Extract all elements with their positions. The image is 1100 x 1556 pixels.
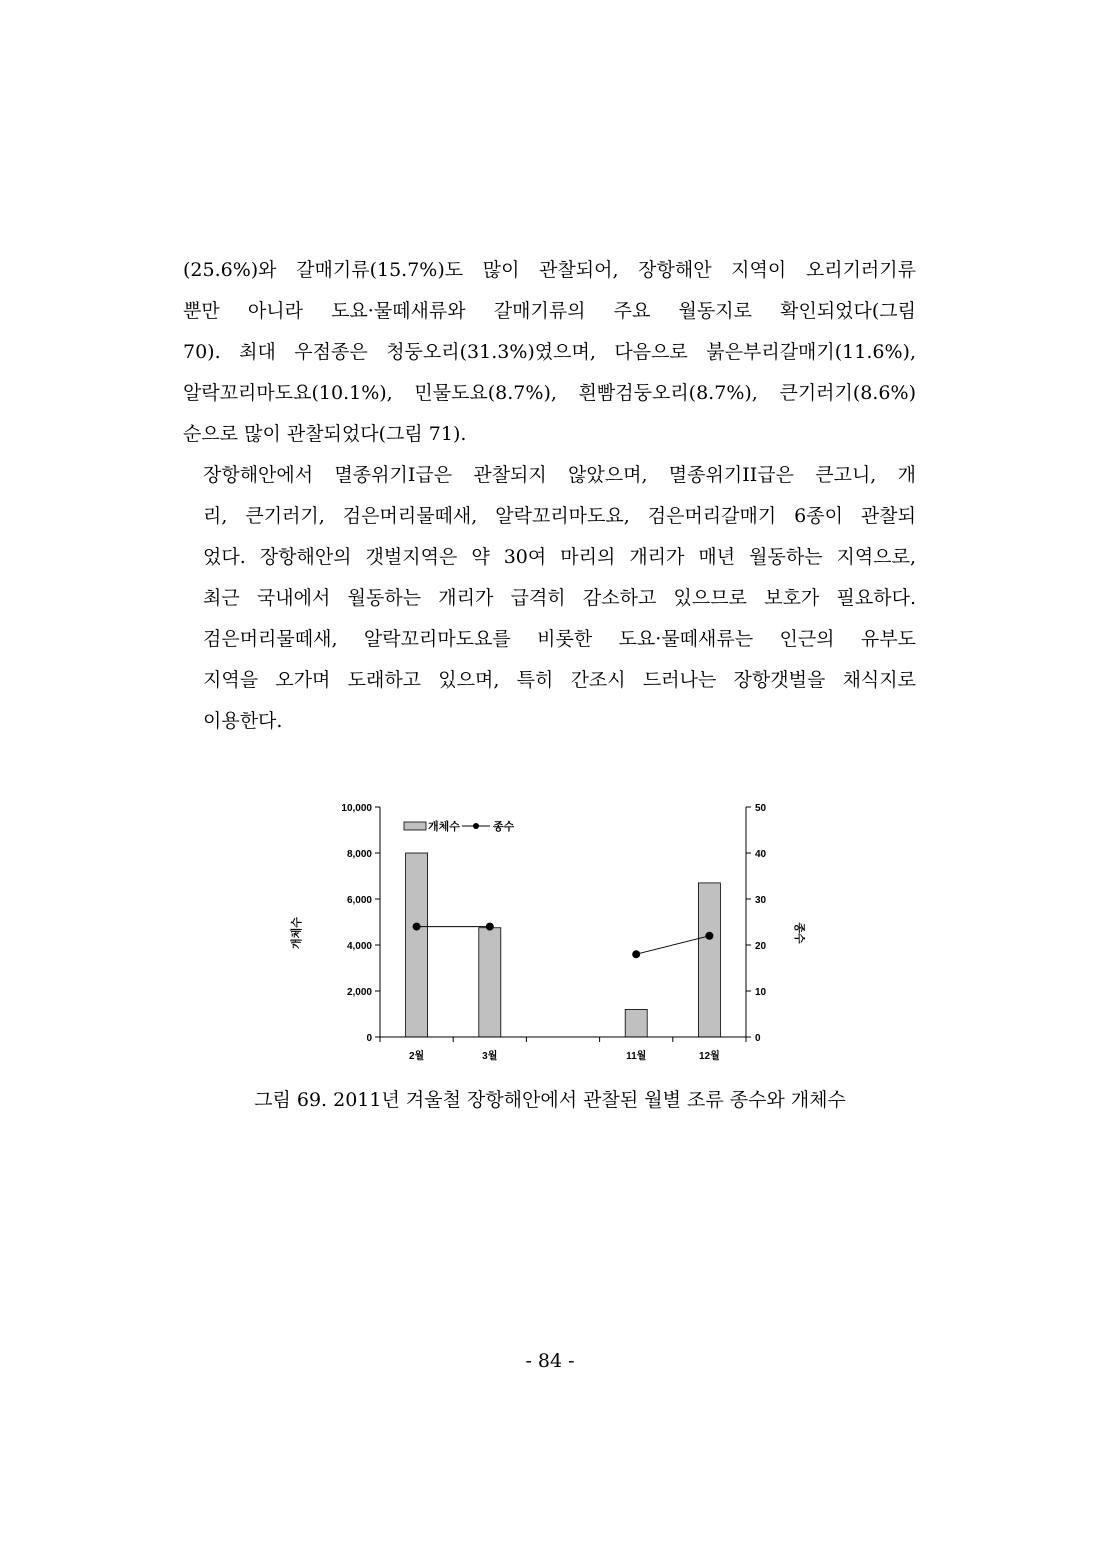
bar-3월: [479, 928, 501, 1037]
text-line: 장항해안에서 멸종위기I급은 관찰되지 않았으며, 멸종위기II급은 큰고니, 개: [203, 464, 916, 486]
species-point-2월: [413, 923, 421, 931]
bar-2월: [406, 853, 428, 1037]
y2-axis-label: 종수: [793, 922, 805, 944]
page-number: - 84 -: [525, 1350, 575, 1372]
y-tick-label: 4,000: [346, 941, 372, 952]
x-tick-label: 11월: [626, 1051, 647, 1062]
y-tick-label: 0: [366, 1033, 372, 1044]
text-line: 리, 큰기러기, 검은머리물떼새, 알락꼬리마도요, 검은머리갈매기 6종이 관찰되: [203, 505, 916, 527]
text-line: (25.6%)와 갈매기류(15.7%)도 많이 관찰되어, 장항해안 지역이 오리기러기류: [183, 259, 916, 281]
x-tick-label: 12월: [699, 1051, 720, 1062]
y-tick-label: 10,000: [341, 803, 372, 814]
bar-12월: [698, 883, 720, 1037]
text-line: 순으로 많이 관찰되었다(그림 71).: [183, 423, 467, 445]
species-point-12월: [705, 932, 713, 940]
legend-label-individuals: 개체수: [428, 821, 460, 833]
text-line: 이용한다.: [203, 710, 283, 732]
legend: [404, 819, 515, 833]
y-tick-label: 2,000: [346, 987, 372, 998]
species-point-11월: [632, 950, 640, 958]
bar-11월: [625, 1009, 647, 1037]
text-line: 검은머리물떼새, 알락꼬리마도요를 비롯한 도요·물떼새류는 인근의 유부도: [203, 628, 916, 650]
text-line: 70). 최대 우점종은 청둥오리(31.3%)였으며, 다음으로 붉은부리갈매기(11.6%),: [183, 341, 916, 363]
y-tick-label: 6,000: [346, 895, 372, 906]
y2-tick-label: 40: [755, 849, 767, 860]
y2-tick-label: 30: [755, 895, 767, 906]
text-line: 최근 국내에서 월동하는 개리가 급격히 감소하고 있으므로 보호가 필요하다.: [203, 587, 916, 609]
text-line: 지역을 오가며 도래하고 있으며, 특히 간조시 드러나는 장항갯벌을 채식지로: [203, 669, 916, 691]
text-line: 알락꼬리마도요(10.1%), 민물도요(8.7%), 흰빰검둥오리(8.7%), 큰기러기(8.6%): [183, 382, 916, 404]
text-line: 뿐만 아니라 도요·물떼새류와 갈매기류의 주요 월동지로 확인되었다(그림: [183, 300, 916, 322]
legend-bar-swatch: [404, 822, 426, 830]
x-tick-label: 2월: [408, 1051, 425, 1062]
text-line: 었다. 장항해안의 갯벌지역은 약 30여 마리의 개리가 매년 월동하는 지역으로,: [203, 546, 916, 568]
legend-dot-swatch: [473, 823, 479, 829]
y-tick-label: 8,000: [346, 849, 372, 860]
y2-tick-label: 50: [755, 803, 767, 814]
body-paragraph-1: [183, 250, 916, 455]
x-tick-label: 3월: [482, 1051, 498, 1062]
legend-label-species: 종수: [493, 821, 515, 833]
y-axis-label: 개체수: [291, 917, 303, 949]
body-paragraph-2: [183, 455, 916, 742]
monthly-bird-chart: [280, 790, 820, 1080]
species-point-3월: [486, 923, 494, 931]
y2-tick-label: 20: [755, 941, 767, 952]
figure-caption: 그림 69. 2011년 겨울철 장항해안에서 관찰된 월별 조류 종수와 개체수: [254, 1089, 846, 1111]
y2-tick-label: 10: [755, 987, 767, 998]
y2-tick-label: 0: [755, 1033, 761, 1044]
